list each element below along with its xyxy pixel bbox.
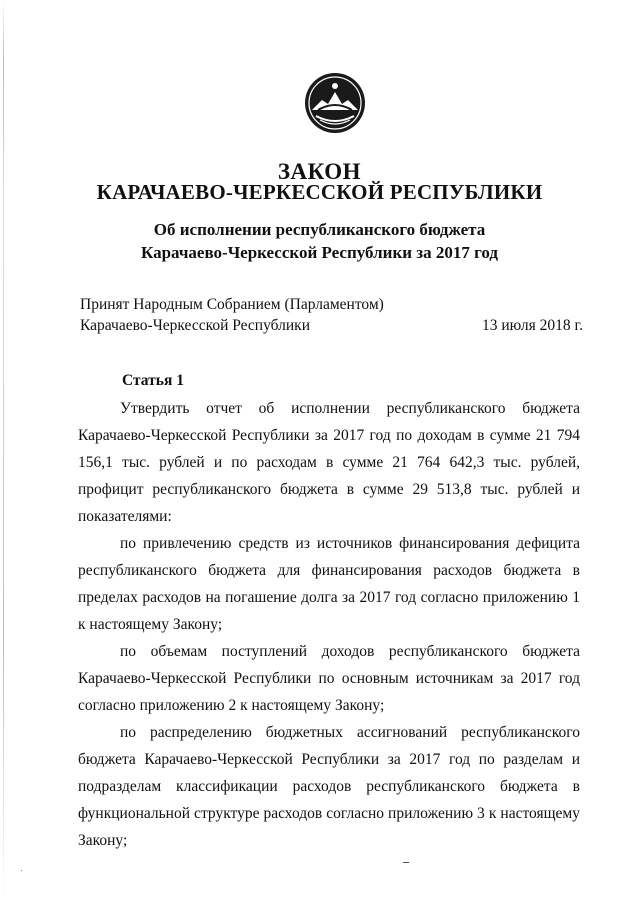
article-body xyxy=(78,395,580,854)
scan-edge-line xyxy=(3,0,4,905)
adoption-block xyxy=(80,294,384,336)
scan-speck xyxy=(21,870,22,871)
paragraph: по объемам поступлений доходов республиканского бюджета Карачаево-Черкесской Республики по основным источникам за 2017 год согласно приложению 2 к настоящему Закону; xyxy=(78,643,580,714)
paragraph: по распределению бюджетных ассигнований республиканского бюджета Карачаево-Черкесской Республики за 2017 год по разделам и подразделам классификации расходов республиканского бюджета в функциональной структуре расходов согласно приложению 3 к настоящему Закону; xyxy=(78,724,580,849)
paragraph: по привлечению средств из источников финансирования дефицита республиканского бюджета для финансирования расходов бюджета в пределах расходов на погашение долга за 2017 год согласно приложению 1 к настоящему Закону; xyxy=(78,535,580,633)
subtitle-line-1: Об исполнении республиканского бюджета xyxy=(153,220,486,239)
republic-title: КАРАЧАЕВО-ЧЕРКЕССКОЙ РЕСПУБЛИКИ xyxy=(96,180,543,204)
article-heading: Статья 1 xyxy=(122,372,184,389)
scan-mark xyxy=(403,862,409,863)
paragraph: Утвердить отчет об исполнении республиканского бюджета Карачаево-Черкесской Республики за 2017 год по доходам в сумме 21 794 156,1 тыс. рублей и по расходам в сумме 21 764 642,3 тыс. рублей, профицит республиканского бюджета в сумме 29 513,8 тыс. рублей и показателями: xyxy=(78,400,580,525)
law-title: ЗАКОН xyxy=(277,159,362,184)
subtitle-line-2: Карачаево-Черкесской Республики за 2017 год xyxy=(140,243,499,262)
adoption-date: 13 июля 2018 г. xyxy=(482,317,583,334)
coat-of-arms-emblem xyxy=(302,70,368,136)
law-subtitle xyxy=(0,218,639,264)
adopted-by-line-2: Карачаево-Черкесской Республики xyxy=(80,317,310,334)
adopted-by-line-1: Принят Народным Собранием (Парламентом) xyxy=(80,296,384,313)
